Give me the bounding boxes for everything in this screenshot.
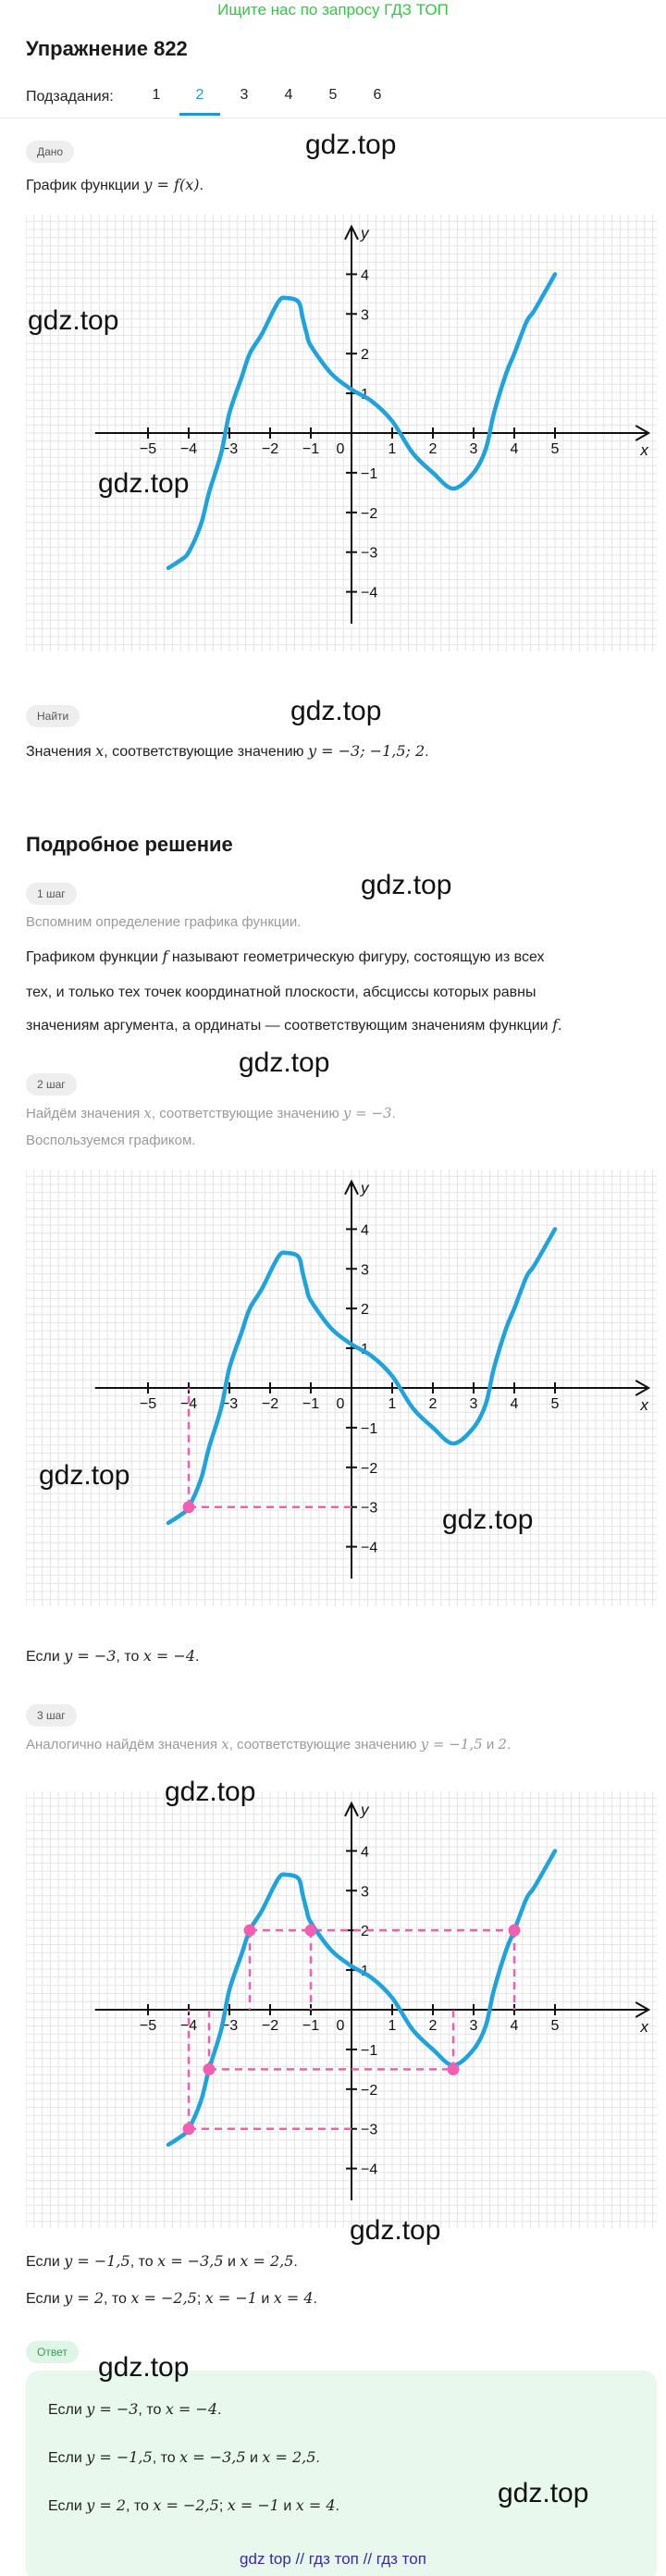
step3-result1-prefix: Если (26, 2254, 65, 2270)
x-tick-label: 3 (469, 441, 478, 457)
y-tick-label: −1 (361, 465, 378, 482)
given-badge: Дано (26, 141, 74, 163)
step2-result-formula2: x = −4 (142, 1647, 195, 1665)
step2-result-prefix: Если (26, 1649, 65, 1665)
step2-result (26, 1647, 199, 1666)
y-tick-label: 2 (361, 1302, 369, 1319)
step2-result-suffix: . (195, 1649, 200, 1665)
y-tick-label: −3 (361, 1500, 378, 1517)
footer-link-2[interactable]: гдз топ (308, 2550, 359, 2568)
x-tick-label: 3 (469, 2018, 478, 2034)
y-tick-label: 3 (361, 1262, 369, 1279)
step2-line1 (26, 1105, 396, 1121)
step3-line1-middle: , соответствующие значению (228, 1737, 421, 1752)
footer-separator: // (295, 2550, 304, 2568)
watermark: gdz.top (350, 2215, 441, 2246)
active-tab-indicator (179, 113, 220, 116)
given-text-suffix: . (199, 178, 204, 193)
step3-result1-f2: x = −3,5 (157, 2252, 224, 2270)
x-tick-label: 5 (550, 1396, 560, 1412)
step3-line1-and: и (482, 1737, 499, 1752)
x-axis-label: x (640, 441, 648, 459)
function-graph-given (26, 215, 657, 651)
step3-badge: 3 шаг (26, 1704, 77, 1727)
step1-intro: Вспомним определение графика функции. (26, 914, 302, 930)
watermark: gdz.top (98, 468, 190, 499)
x-tick-label: 5 (550, 2018, 560, 2034)
answer-line3-f1: y = 2 (86, 2496, 127, 2514)
x-tick-label: −2 (261, 441, 279, 457)
x-tick-label: −3 (220, 1396, 239, 1412)
y-axis-label: y (361, 1801, 369, 1819)
answer-line2-and: и (245, 2450, 263, 2466)
step2-result-middle: , то (116, 1649, 143, 1665)
footer-link-1[interactable]: gdz top (240, 2550, 291, 2568)
y-tick-label: 4 (361, 1222, 369, 1239)
y-tick-label: −2 (361, 1460, 378, 1477)
answer-line2-f3: x = 2,5 (262, 2448, 316, 2466)
given-text-prefix: График функции (26, 178, 144, 193)
step3-line1-suffix: . (506, 1737, 512, 1752)
answer-line1-mid: , то (138, 2402, 166, 2418)
x-tick-label: −5 (139, 1396, 157, 1412)
page-title: Упражнение 822 (26, 37, 188, 60)
x-tick-label: 0 (336, 1396, 345, 1412)
step3-result2-f1: y = 2 (64, 2289, 105, 2307)
step3-result1 (26, 2252, 298, 2271)
x-tick-label: 0 (336, 2018, 345, 2034)
y-tick-label: 4 (361, 267, 369, 284)
step1-line2: тех, и только тех точек координатной плоскости, абсциссы которых равны (26, 985, 536, 1000)
step2-line1-middle: , соответствующие значению (151, 1106, 343, 1121)
intersection-point (448, 2063, 460, 2075)
watermark: gdz.top (98, 2352, 190, 2383)
answer-line3-suffix: . (335, 2498, 339, 2514)
step3-result1-suffix: . (293, 2254, 298, 2270)
step1-line1-prefix: Графиком функции (26, 949, 163, 965)
step3-result1-f1: y = −1,5 (64, 2252, 130, 2270)
y-tick-label: −2 (361, 2082, 378, 2099)
subtask-tab-4[interactable]: 4 (284, 87, 293, 103)
y-axis-label: y (361, 1179, 369, 1197)
subtask-tab-3[interactable]: 3 (240, 87, 249, 103)
x-tick-label: 4 (510, 1396, 519, 1412)
y-tick-label: −4 (361, 2161, 378, 2178)
step3-line1-formula2: 2 (498, 1736, 507, 1752)
intersection-point (183, 1501, 195, 1513)
y-tick-label: 4 (361, 1844, 369, 1861)
step1-line3-suffix: . (557, 1018, 562, 1034)
step2-line1-prefix: Найдём значения (26, 1106, 144, 1121)
intersection-point (305, 1925, 317, 1937)
intersection-point (204, 2063, 216, 2075)
y-tick-label: 1 (361, 1963, 369, 1980)
x-tick-label: −3 (220, 2018, 239, 2034)
step2-line2: Воспользуемся графиком. (26, 1133, 196, 1148)
step3-result2-suffix: . (313, 2291, 317, 2307)
watermark: gdz.top (498, 2478, 589, 2508)
footer-separator: // (363, 2550, 373, 2568)
answer-badge: Ответ (26, 2341, 79, 2363)
answer-line3 (48, 2496, 339, 2515)
x-tick-label: 2 (428, 2018, 438, 2034)
x-axis-label: x (640, 1396, 648, 1414)
answer-line3-f2: x = −2,5 (153, 2496, 219, 2514)
step2-line1-suffix: . (391, 1106, 396, 1121)
intersection-point (244, 1925, 256, 1937)
step3-result2-f3: x = −1 (204, 2289, 257, 2307)
step1-line3-var: f (552, 1016, 558, 1034)
answer-line3-f3: x = −1 (227, 2496, 279, 2514)
promo-banner[interactable]: Ищите нас по запросу ГДЗ ТОП (217, 1, 449, 19)
step3-result2-mid: , то (104, 2291, 131, 2307)
x-tick-label: −1 (302, 1396, 320, 1412)
x-tick-label: −5 (139, 441, 157, 457)
step3-result2-prefix: Если (26, 2291, 65, 2307)
x-tick-label: 0 (336, 441, 345, 457)
answer-line3-sep: ; (218, 2498, 228, 2514)
watermark: gdz.top (361, 870, 452, 900)
step1-badge: 1 шаг (26, 883, 77, 905)
find-text-prefix: Значения (26, 744, 96, 760)
watermark: gdz.top (239, 1047, 330, 1078)
function-graph-step2 (26, 1170, 657, 1606)
watermark: gdz.top (165, 1777, 256, 1807)
find-formula: y = −3; −1,5; 2 (307, 742, 426, 760)
y-tick-label: 1 (361, 387, 369, 403)
y-tick-label: 1 (361, 1342, 369, 1358)
answer-line1-f1: y = −3 (86, 2400, 139, 2418)
x-tick-label: 4 (510, 2018, 519, 2034)
watermark: gdz.top (39, 1460, 130, 1491)
subtask-tab-5[interactable]: 5 (328, 87, 338, 103)
subtask-tab-1[interactable]: 1 (152, 87, 161, 103)
y-tick-label: −4 (361, 1540, 378, 1556)
find-text-suffix: . (425, 744, 429, 760)
step3-result2-f4: x = 4 (273, 2289, 314, 2307)
x-tick-label: −1 (302, 2018, 320, 2034)
step2-badge: 2 шаг (26, 1073, 77, 1096)
answer-line1 (48, 2400, 221, 2419)
subtask-tab-6[interactable]: 6 (373, 87, 382, 103)
step3-result2-sep: ; (196, 2291, 205, 2307)
intersection-point (183, 2123, 195, 2135)
step3-result2-and: и (256, 2291, 274, 2307)
x-tick-label: −2 (261, 1396, 279, 1412)
answer-line2-f2: x = −3,5 (179, 2448, 246, 2466)
y-axis-label: y (361, 224, 369, 242)
answer-line3-mid: , то (126, 2498, 154, 2514)
step3-line1-formula: y = −1,5 (420, 1736, 483, 1752)
y-tick-label: 2 (361, 1924, 369, 1940)
step1-line1-var: f (162, 947, 168, 965)
step1-line3-prefix: значениям аргумента, а ординаты — соответствующим значениям функции (26, 1018, 553, 1034)
x-tick-label: −3 (220, 441, 239, 457)
x-tick-label: 5 (550, 441, 560, 457)
y-tick-label: −1 (361, 1420, 378, 1437)
step3-result1-and: и (223, 2254, 240, 2270)
footer-links (0, 2550, 666, 2569)
watermark: gdz.top (28, 305, 119, 336)
step3-result2-f2: x = −2,5 (130, 2289, 197, 2307)
answer-line2-f1: y = −1,5 (86, 2448, 153, 2466)
y-tick-label: 3 (361, 1884, 369, 1901)
x-tick-label: 3 (469, 1396, 478, 1412)
answer-line3-prefix: Если (48, 2498, 87, 2514)
find-badge: Найти (26, 705, 80, 727)
x-tick-label: −5 (139, 2018, 157, 2034)
y-tick-label: −1 (361, 2042, 378, 2059)
x-tick-label: −4 (179, 441, 198, 457)
x-tick-label: −4 (179, 1396, 198, 1412)
find-text-middle: , соответствующие значению (104, 744, 308, 760)
subtask-tab-2[interactable]: 2 (195, 87, 204, 103)
given-text (26, 176, 204, 194)
step3-line1 (26, 1736, 511, 1752)
y-tick-label: 2 (361, 347, 369, 364)
watermark: gdz.top (290, 696, 382, 726)
answer-line1-f2: x = −4 (165, 2400, 217, 2418)
x-tick-label: −2 (261, 2018, 279, 2034)
intersection-point (509, 1925, 521, 1937)
answer-line2-prefix: Если (48, 2450, 87, 2466)
x-tick-label: 2 (428, 1396, 438, 1412)
y-tick-label: 3 (361, 307, 369, 324)
y-tick-label: −2 (361, 505, 378, 522)
step2-line1-formula: y = −3 (342, 1105, 392, 1121)
step1-line1-suffix: называют геометрическую фигуру, состоящую из всех (167, 949, 545, 965)
answer-line2-mid: , то (152, 2450, 180, 2466)
x-tick-label: 2 (428, 441, 438, 457)
step1-line1 (26, 947, 545, 966)
step1-line3 (26, 1016, 561, 1034)
solution-heading: Подробное решение (26, 833, 233, 856)
watermark: gdz.top (442, 1505, 534, 1535)
x-tick-label: 1 (388, 441, 397, 457)
step3-line1-var: x (221, 1736, 229, 1752)
step3-result2 (26, 2289, 317, 2308)
answer-line2 (48, 2448, 320, 2467)
find-text (26, 742, 429, 761)
x-axis-label: x (640, 2018, 648, 2036)
step3-line1-prefix: Аналогично найдём значения (26, 1737, 222, 1752)
step2-line1-var: x (143, 1105, 152, 1121)
subtasks-label: Подзадания: (26, 89, 114, 105)
step3-result1-mid: , то (130, 2254, 158, 2270)
function-graph-step3 (26, 1791, 657, 2228)
answer-line3-and: и (278, 2498, 296, 2514)
x-tick-label: 1 (388, 1396, 397, 1412)
x-tick-label: 1 (388, 2018, 397, 2034)
footer-link-3[interactable]: гдз топ (376, 2550, 426, 2568)
step2-result-formula1: y = −3 (64, 1647, 117, 1665)
answer-line2-suffix: . (315, 2450, 320, 2466)
watermark: gdz.top (305, 130, 397, 160)
step3-result1-f3: x = 2,5 (240, 2252, 294, 2270)
x-tick-label: −4 (179, 2018, 198, 2034)
x-tick-label: 4 (510, 441, 519, 457)
y-tick-label: −3 (361, 2122, 378, 2138)
answer-line1-suffix: . (217, 2402, 222, 2418)
y-tick-label: −3 (361, 545, 378, 562)
answer-line1-prefix: Если (48, 2402, 87, 2418)
find-var: x (95, 742, 105, 760)
given-formula: y = f(x) (143, 176, 200, 193)
answer-line3-f4: x = 4 (295, 2496, 336, 2514)
x-tick-label: −1 (302, 441, 320, 457)
y-tick-label: −4 (361, 585, 378, 601)
